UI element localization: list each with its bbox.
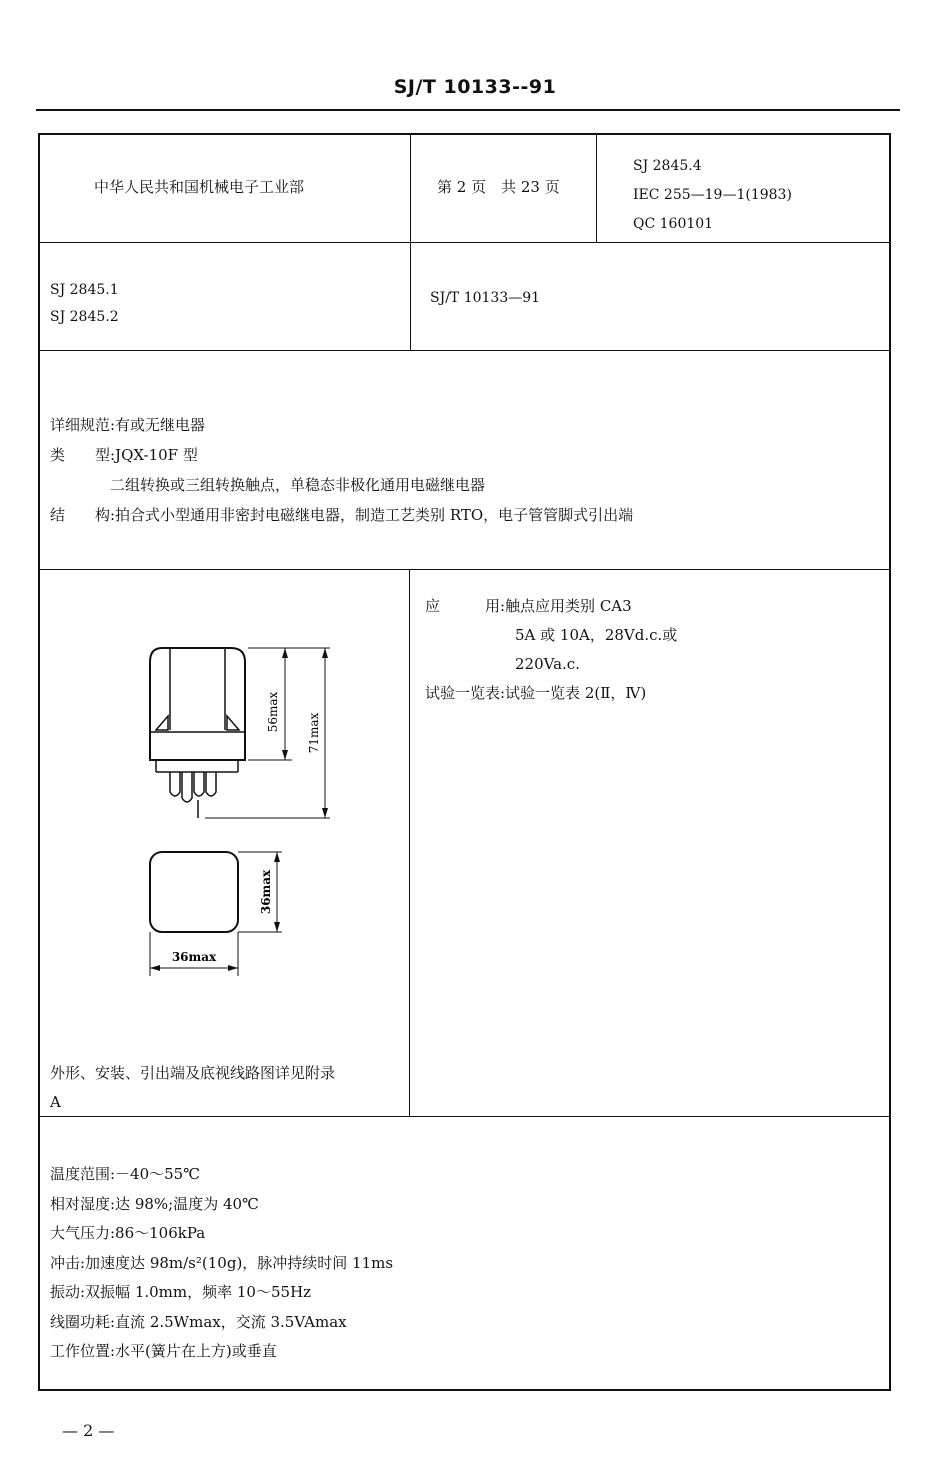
caption-line: 外形、安装、引出端及底视线路图详见附录: [50, 1064, 336, 1082]
spec-line: 类 型:JQX-10F 型: [50, 446, 198, 464]
spec-line: 二组转换或三组转换触点，单稳态非极化通用电磁继电器: [50, 476, 486, 494]
application-line: 5A 或 10A，28Vd.c.或: [425, 626, 678, 644]
drawing-caption: [50, 1059, 335, 1117]
dim-56max: 56max: [266, 691, 280, 733]
condition-line: 大气压力:86～106kPa: [50, 1224, 206, 1242]
condition-line: 振动:双振幅 1.0mm，频率 10～55Hz: [50, 1283, 312, 1301]
col-divider-refs: [596, 133, 597, 242]
dim-71max: 71max: [307, 712, 321, 754]
application-block: [425, 592, 677, 708]
relay-body-top: [150, 852, 238, 932]
reference-standards: [633, 152, 792, 239]
left-references: [50, 277, 119, 331]
caption-line: A: [50, 1093, 61, 1111]
relay-body-side: [150, 648, 245, 760]
condition-line: 工作位置:水平(簧片在上方)或垂直: [50, 1342, 277, 1360]
condition-line: 温度范围:－40～55℃: [50, 1165, 201, 1183]
row-divider-2: [38, 350, 891, 351]
application-line: 试验一览表:试验一览表 2(Ⅱ，Ⅳ): [425, 684, 647, 702]
header-rule: [36, 109, 900, 111]
left-ref-line: SJ 2845.1: [50, 282, 119, 298]
condition-line: 冲击:加速度达 98m/s²(10g)，脉冲持续时间 11ms: [50, 1253, 394, 1272]
ref-line: SJ 2845.4: [633, 158, 702, 174]
row-divider-3: [38, 569, 891, 570]
ref-line: IEC 255—19—1(1983): [633, 187, 792, 203]
page-number: — 2 —: [62, 1421, 115, 1440]
application-line: 220Va.c.: [425, 655, 580, 673]
ministry-name: 中华人民共和国机械电子工业部: [94, 178, 305, 196]
relay-pins: [170, 772, 216, 802]
application-line: 应 用:触点应用类别 CA3: [425, 597, 632, 615]
page-info: 第 2 页 共 23 页: [437, 178, 560, 196]
condition-line: 相对湿度:达 98%;温度为 40℃: [50, 1194, 259, 1213]
relay-outline-drawing: [120, 620, 360, 980]
standard-number: SJ/T 10133--91: [393, 76, 557, 98]
spec-block: [50, 410, 633, 530]
right-reference: SJ/T 10133—91: [430, 290, 541, 306]
row-divider-1: [38, 242, 891, 243]
col-divider-top: [410, 133, 411, 350]
dim-36max-depth: 36max: [259, 869, 273, 915]
col-divider-middle: [409, 569, 410, 1116]
dim-36max-width: 36max: [171, 950, 217, 964]
left-ref-line: SJ 2845.2: [50, 309, 119, 325]
condition-line: 线圈功耗:直流 2.5Wmax，交流 3.5VAmax: [50, 1312, 347, 1331]
conditions-block: [50, 1160, 393, 1367]
ref-line: QC 160101: [633, 216, 714, 232]
spec-line: 详细规范:有或无继电器: [50, 416, 206, 434]
spec-line: 结 构:拍合式小型通用非密封电磁继电器，制造工艺类别 RTO，电子管管脚式引出端: [50, 506, 634, 524]
